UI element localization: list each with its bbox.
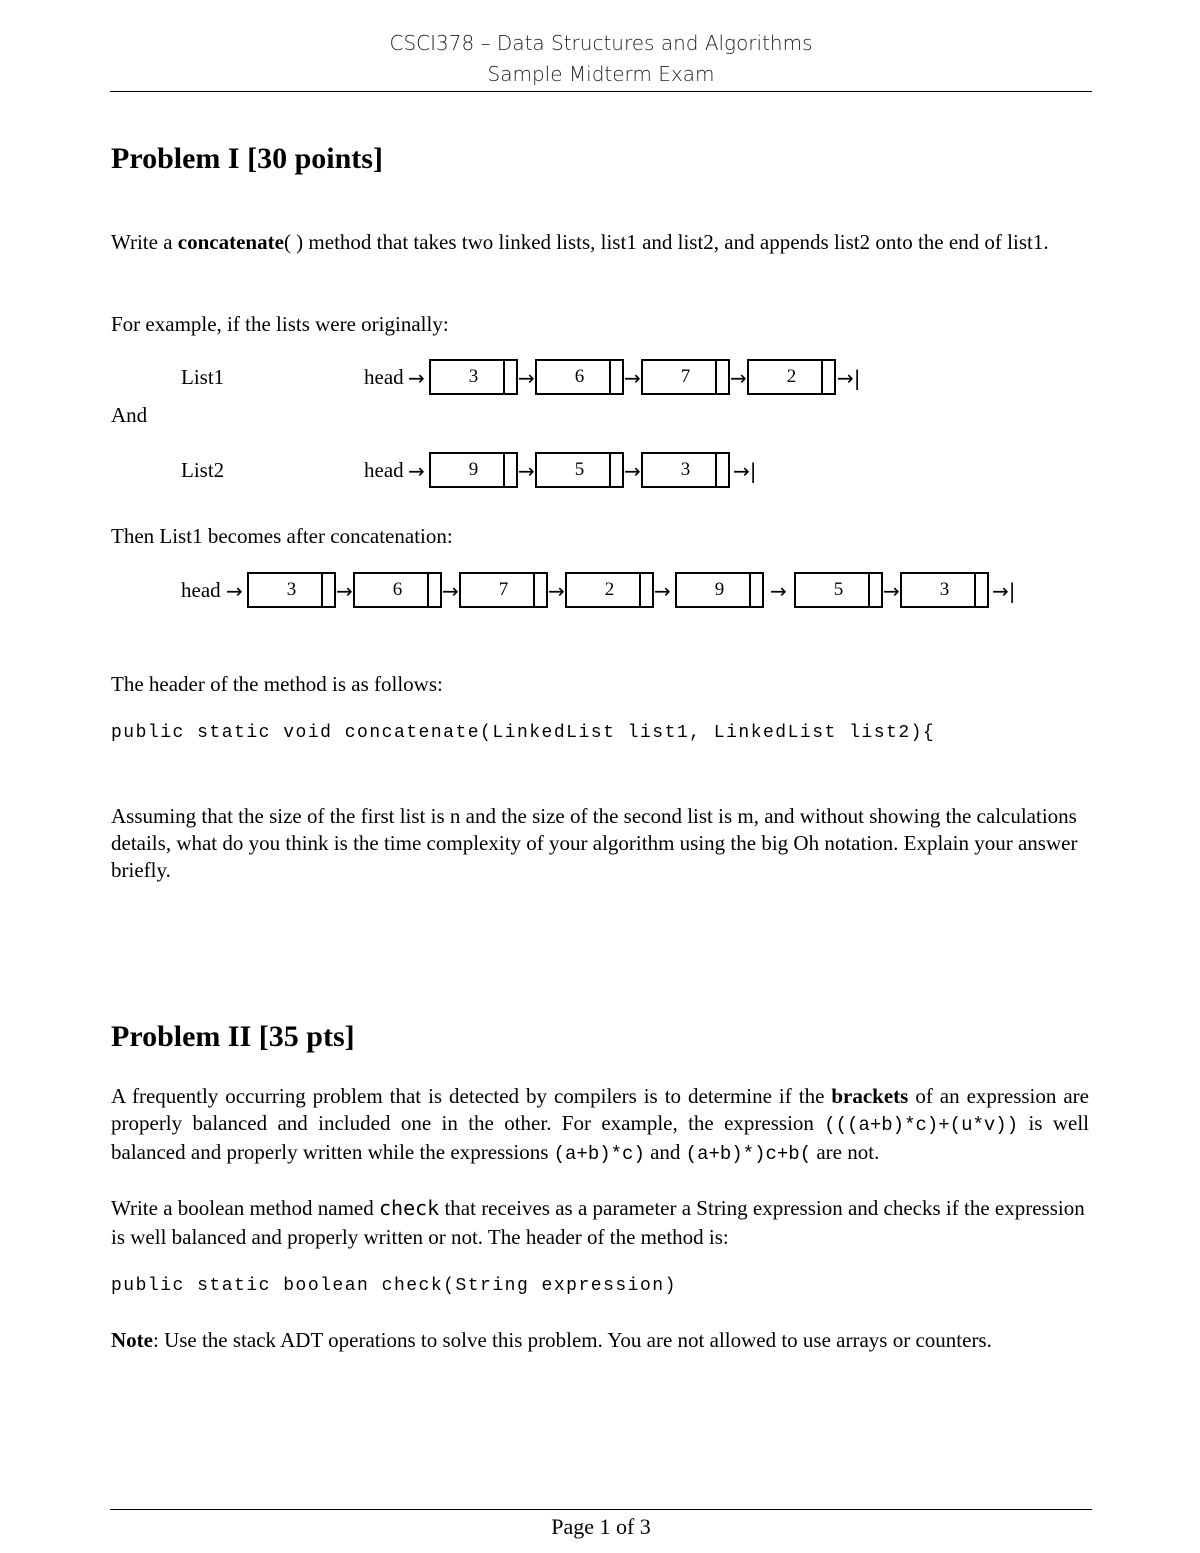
list1-node: 6 (535, 359, 624, 395)
arrow-icon: → (408, 459, 425, 483)
list1-node: 7 (641, 359, 730, 395)
arrow-icon: → (730, 366, 747, 390)
description-text: and (644, 1140, 686, 1164)
arrow-icon: → (226, 579, 243, 603)
list2-node: 3 (641, 452, 730, 488)
result-node: 6 (353, 572, 442, 608)
arrow-icon: → (518, 366, 535, 390)
result-node: 3 (247, 572, 336, 608)
problem-1-intro (111, 229, 1089, 256)
course-title: CSCI378 – Data Structures and Algorithms (389, 31, 813, 55)
unbalanced-expression: (a+b)*)c+b( (685, 1143, 812, 1165)
header-intro: The header of the method is as follows: (111, 672, 443, 696)
description-text: of an expression are properly balanced and included one in the other. For example, the expression (111, 1084, 1089, 1135)
task-text-rest: that receives as a parameter a String expression and checks if the expression is well balanced and properly written or not. The header of the method is: (111, 1196, 1085, 1249)
list1-node: 3 (429, 359, 518, 395)
problem-2-description (111, 1083, 1089, 1168)
arrow-icon: → (770, 579, 787, 603)
null-terminator-icon: →| (837, 366, 861, 390)
intro-text: Write a (111, 230, 178, 254)
result-head-label: head (181, 578, 221, 602)
problem-2-task (111, 1194, 1089, 1252)
note-label: Note (111, 1328, 153, 1352)
unbalanced-expression: (a+b)*c) (553, 1143, 645, 1165)
example-intro: For example, if the lists were originally: (111, 312, 449, 336)
footer-rule (110, 1509, 1092, 1510)
exam-title: Sample Midterm Exam (487, 62, 715, 86)
and-label: And (111, 403, 148, 427)
balanced-expression: (((a+b)*c)+(u*v)) (824, 1114, 1019, 1136)
list2-node: 5 (535, 452, 624, 488)
arrow-icon: → (518, 459, 535, 483)
method-name: concatenate (177, 230, 284, 254)
problem-2-note (111, 1327, 1089, 1354)
description-text: are not. (811, 1140, 880, 1164)
arrow-icon: → (548, 579, 565, 603)
page-header (110, 28, 1092, 90)
null-terminator-icon: →| (733, 459, 757, 483)
check-signature: public static boolean check(String expression) (111, 1276, 677, 1296)
arrow-icon: → (624, 459, 641, 483)
arrow-icon: → (883, 579, 900, 603)
after-intro: Then List1 becomes after concatenation: (111, 524, 453, 548)
null-terminator-icon: →| (992, 579, 1016, 603)
arrow-icon: → (654, 579, 671, 603)
description-text: is well balanced and properly written while the expressions (111, 1111, 1089, 1164)
result-node: 2 (565, 572, 654, 608)
arrow-icon: → (408, 366, 425, 390)
note-text: : Use the stack ADT operations to solve this problem. You are not allowed to use arrays or counters. (152, 1328, 992, 1352)
check-method-name: check (378, 1196, 440, 1220)
header-rule (110, 91, 1092, 92)
result-node: 5 (794, 572, 883, 608)
list1-node: 2 (747, 359, 836, 395)
list2-label: List2 (181, 458, 225, 482)
problem-2-title: Problem II [35 pts] (111, 1020, 355, 1053)
list1-head-label: head (364, 365, 404, 389)
task-text: Write a boolean method named (111, 1196, 379, 1220)
result-node: 9 (675, 572, 764, 608)
page-number: Page 1 of 3 (551, 1514, 651, 1539)
problem-1-title: Problem I [30 points] (111, 142, 383, 175)
list1-label: List1 (181, 365, 225, 389)
list2-node: 9 (429, 452, 518, 488)
concatenate-signature: public static void concatenate(LinkedList list1, LinkedList list2){ (111, 723, 936, 743)
intro-text-rest: ( ) method that takes two linked lists, list1 and list2, and appends list2 onto the end of list1. (283, 230, 1049, 254)
complexity-question: Assuming that the size of the first list is n and the size of the second list is m, and without showing the calculations details, what do you think is the time complexity of your algorithm using the big Oh notation. Explain your answer briefly. (111, 804, 1078, 882)
arrow-icon: → (336, 579, 353, 603)
arrow-icon: → (442, 579, 459, 603)
description-text: A frequently occurring problem that is detected by compilers is to determine if the (111, 1084, 832, 1108)
brackets-term: brackets (831, 1084, 909, 1108)
arrow-icon: → (624, 366, 641, 390)
list2-head-label: head (364, 458, 404, 482)
result-node: 3 (900, 572, 989, 608)
result-node: 7 (459, 572, 548, 608)
